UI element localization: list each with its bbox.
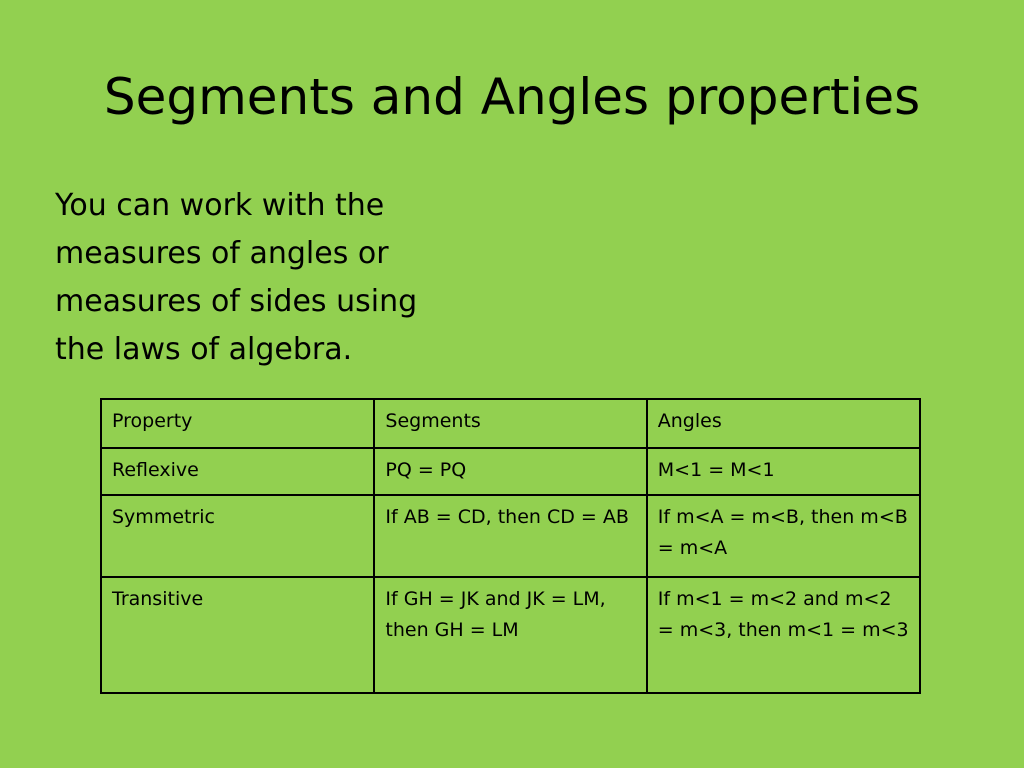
cell-angles: If m<A = m<B, then m<B = m<A <box>647 495 920 577</box>
cell-property: Symmetric <box>101 495 374 577</box>
cell-angles: If m<1 = m<2 and m<2 = m<3, then m<1 = m<3 <box>647 577 920 693</box>
cell-segments: PQ = PQ <box>374 448 646 495</box>
cell-property: Reflexive <box>101 448 374 495</box>
cell-angles: M<1 = M<1 <box>647 448 920 495</box>
table-row <box>101 448 920 495</box>
cell-property: Transitive <box>101 577 374 693</box>
body-line: measures of angles or <box>55 236 389 271</box>
table-header-row <box>101 399 920 448</box>
header-cell-segments: Segments <box>374 399 646 448</box>
header-cell-angles: Angles <box>647 399 920 448</box>
body-line: You can work with the <box>55 188 385 223</box>
properties-table <box>100 398 921 694</box>
body-line: measures of sides using <box>55 284 418 319</box>
body-line: the laws of algebra. <box>55 332 353 367</box>
cell-segments: If AB = CD, then CD = AB <box>374 495 646 577</box>
body-text <box>55 182 475 374</box>
header-cell-property: Property <box>101 399 374 448</box>
table-row <box>101 495 920 577</box>
slide-title: Segments and Angles properties <box>103 68 921 126</box>
cell-segments: If GH = JK and JK = LM, then GH = LM <box>374 577 646 693</box>
table-row <box>101 577 920 693</box>
